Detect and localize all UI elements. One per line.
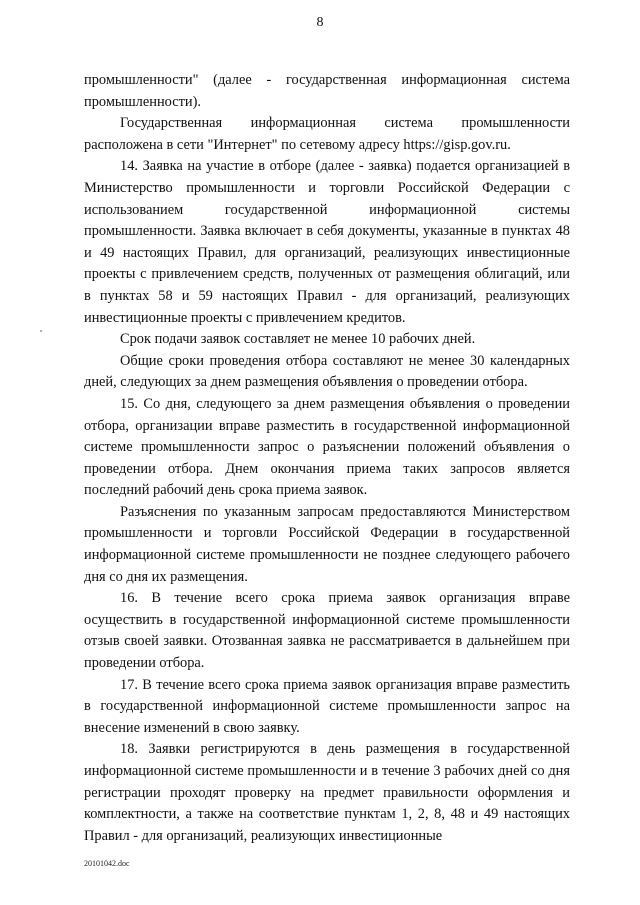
- paragraph-14: 14. Заявка на участие в отборе (далее - заявка) подается организацией в Министерство промышленности и торговли Российской Федерации с использованием государственной информационной системы промышленности. Заявка включает в себя документы, указанные в пунктах 48 и 49 настоящих Правил, для организаций, реализующих инвестиционные проекты с привлечением средств, полученных от размещения облигаций, или в пунктах 58 и 59 настоящих Правил - для организаций, реализующих инвестиционные проекты с привлечением кредитов.: [84, 158, 570, 326]
- paragraph-16: 16. В течение всего срока приема заявок организация вправе осуществить в государственной информационной системе промышленности отзыв своей заявки. Отозванная заявка не рассматривается в дальнейшем при проведении отбора.: [84, 590, 570, 672]
- paragraph-gisp-address: Государственная информационная система промышленности расположена в сети "Интернет" по сетевому адресу https://gisp.gov.ru.: [84, 115, 570, 153]
- paragraph-18: 18. Заявки регистрируются в день размещения в государственной информационной системе промышленности и в течение 3 рабочих дней со дня регистрации проходят проверку на предмет правильности оформления и комплектности, а также на соответствие пунктам 1, 2, 8, 48 и 49 настоящих Правил - для организаций, реализующих инвестиционные: [84, 741, 570, 844]
- paragraph-clarifications: Разъяснения по указанным запросам предоставляются Министерством промышленности и торговли Российской Федерации в государственной информационной системе промышленности не позднее следующего рабочего дня со дня их размещения.: [84, 503, 570, 585]
- document-body: [84, 70, 570, 847]
- paragraph-17: 17. В течение всего срока приема заявок организация вправе разместить в государственной информационной системе промышленности запрос на внесение изменений в свою заявку.: [84, 676, 570, 736]
- page-number: 8: [316, 15, 324, 30]
- paragraph-15: 15. Со дня, следующего за днем размещения объявления о проведении отбора, организации вправе разместить в государственной информационной системе промышленности запрос о разъяснении положений объявления о проведении отбора. Днем окончания приема таких запросов является последний рабочий день срока приема заявок.: [84, 395, 570, 499]
- paragraph-selection-term: Общие сроки проведения отбора составляют не менее 30 календарных дней, следующих за днем размещения объявления о проведении отбора.: [84, 352, 570, 391]
- margin-mark: [40, 330, 42, 332]
- footer-document-code: 20101042.doc: [84, 859, 130, 868]
- paragraph-application-term: Срок подачи заявок составляет не менее 10 рабочих дней.: [120, 331, 476, 348]
- paragraph-continuation: промышленности" (далее - государственная информационная система промышленности).: [84, 72, 570, 110]
